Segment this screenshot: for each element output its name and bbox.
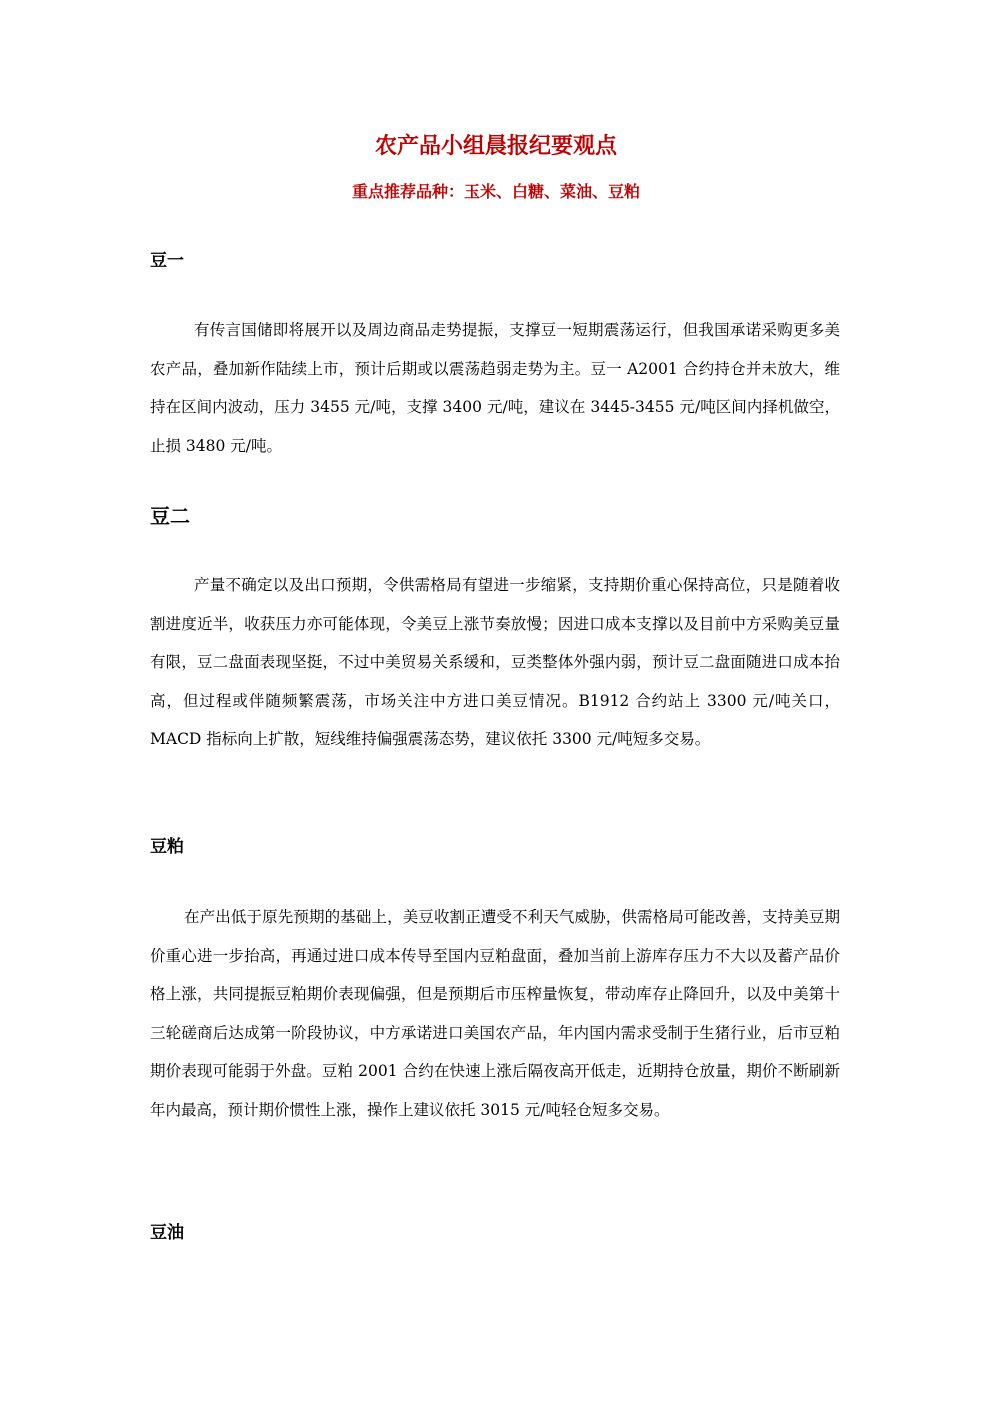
section-heading-douyou: 豆油: [150, 1223, 184, 1243]
document-subtitle: 重点推荐品种：玉米、白糖、菜油、豆粕: [351, 182, 640, 201]
section-body-douer: 产量不确定以及出口预期，令供需格局有望进一步缩紧，支持期价重心保持高位，只是随着收割进度近半，收获压力亦可能体现，令美豆上涨节奏放慢；因进口成本支撑以及目前中方采购美豆量有限，豆二盘面表现坚挺，不过中美贸易关系缓和，豆类整体外强内弱，预计豆二盘面随进口成本抬高，但过程或伴随频繁震荡，市场关注中方进口美豆情况。B1912 合约站上 3300 元/吨关口，MACD 指标向上扩散，短线维持偏强震荡态势，建议依托 3300 元/吨短多交易。: [150, 576, 840, 748]
section-body-doupo: 在产出低于原先预期的基础上，美豆收割正遭受不利天气威胁，供需格局可能改善，支持美豆期价重心进一步抬高，再通过进口成本传导至国内豆粕盘面，叠加当前上游库存压力不大以及蓄产品价格上涨，共同提振豆粕期价表现偏强，但是预期后市压榨量恢复，带动库存止降回升，以及中美第十三轮磋商后达成第一阶段协议，中方承诺进口美国农产品，年内国内需求受制于生猪行业，后市豆粕期价表现可能弱于外盘。豆粕 2001 合约在快速上涨后隔夜高开低走，近期持仓放量，期价不断刷新年内最高，预计期价惯性上涨，操作上建议依托 3015 元/吨轻仓短多交易。: [150, 908, 840, 1119]
section-body-douyi: 有传言国储即将展开以及周边商品走势提振，支撑豆一短期震荡运行，但我国承诺采购更多美农产品，叠加新作陆续上市，预计后期或以震荡趋弱走势为主。豆一 A2001 合约持仓并未放大，维持在区间内波动，压力 3455 元/吨，支撑 3400 元/吨，建议在 3445-3455 元/吨区间内择机做空，止损 3480 元/吨。: [150, 321, 840, 455]
section-heading-doupo: 豆粕: [150, 837, 184, 857]
section-heading-douer: 豆二: [150, 504, 190, 528]
document-title: 农产品小组晨报纪要观点: [374, 133, 617, 159]
section-heading-douyi: 豆一: [150, 251, 184, 271]
